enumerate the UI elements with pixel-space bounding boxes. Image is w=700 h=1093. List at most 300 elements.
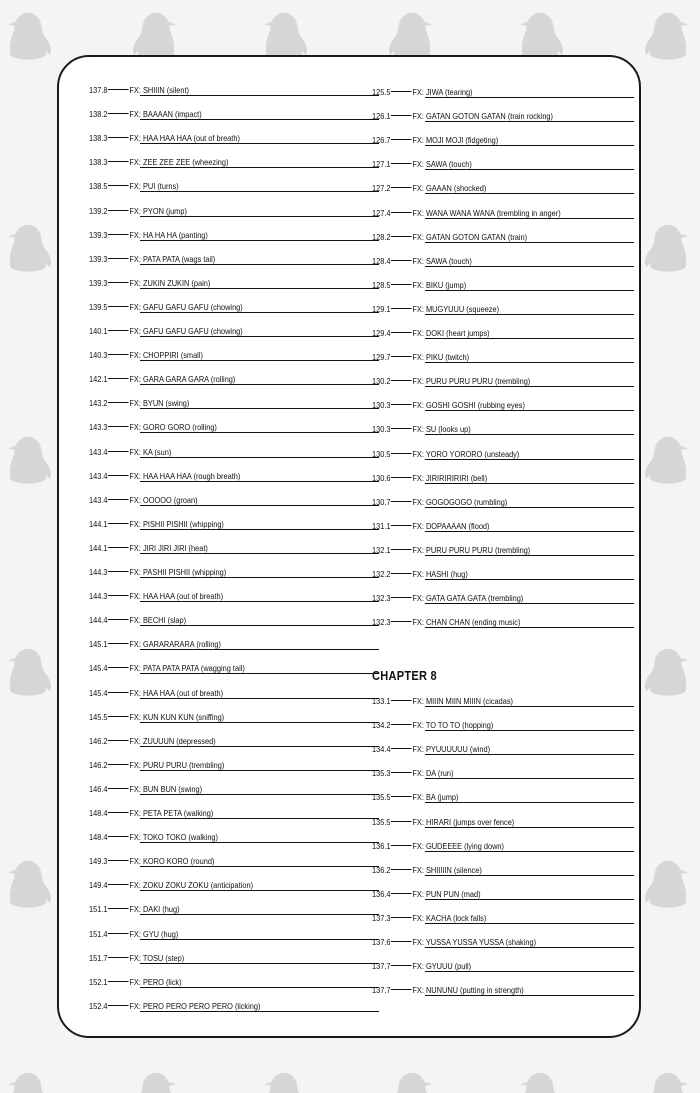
leader-line <box>108 860 129 861</box>
underline-rule <box>425 603 634 604</box>
fx-translation: FX: ZEE ZEE ZEE (wheezing) <box>129 157 229 168</box>
underline-rule <box>425 218 634 219</box>
underline-rule <box>140 457 379 458</box>
fx-translation: FX: GUDEEEE (lying down) <box>412 840 505 851</box>
fx-translation: FX: MUGYUUU (squeeze) <box>412 303 500 314</box>
leader-line <box>108 667 129 668</box>
page-number: 125.5 <box>372 87 391 97</box>
underline-rule <box>140 770 379 771</box>
underline-rule <box>425 507 634 508</box>
underline-rule <box>425 706 634 707</box>
penguin-icon <box>8 649 51 696</box>
underline-rule <box>425 459 634 460</box>
leader-line <box>391 139 412 140</box>
fx-translation: FX: HAA HAA HAA (out of breath) <box>129 133 240 144</box>
fx-translation: FX: GATAN GOTON GATAN (train) <box>412 231 528 242</box>
underline-rule <box>425 995 634 996</box>
underline-rule <box>425 947 634 948</box>
page-number: 130.7 <box>372 496 391 507</box>
fx-translation: FX: GAFU GAFU GAFU (chowing) <box>129 301 243 312</box>
page-number: 128.4 <box>372 255 391 266</box>
underline-rule <box>140 649 379 650</box>
leader-line <box>108 89 129 90</box>
leader-line <box>108 113 129 114</box>
page-number: 127.4 <box>372 207 391 218</box>
fx-translation: FX: GAFU GAFU GAFU (chowing) <box>129 326 243 336</box>
leader-line <box>391 380 412 381</box>
page-number: 143.3 <box>89 422 108 433</box>
page-number: 148.4 <box>89 832 108 843</box>
page-number: 127.1 <box>372 159 391 170</box>
page-number: 151.1 <box>89 904 108 915</box>
fx-translation: FX: PERO (lick) <box>129 976 182 987</box>
leader-line <box>391 989 412 990</box>
underline-rule <box>140 914 379 915</box>
page-number: 128.5 <box>372 279 391 290</box>
fx-translation: FX: PASHII PISHII (whipping) <box>129 567 227 577</box>
page-number: 136.1 <box>372 840 391 851</box>
page-number: 135.5 <box>372 792 391 803</box>
page-number: 132.1 <box>372 544 391 555</box>
leader-line <box>108 957 129 958</box>
page-number: 149.4 <box>89 880 108 891</box>
fx-translation: FX: BYUN (swing) <box>129 398 190 409</box>
page-number: 146.2 <box>89 735 108 746</box>
leader-line <box>391 236 412 237</box>
page-number: 140.3 <box>89 350 108 361</box>
fx-translation: FX: GAAAN (shocked) <box>412 183 487 194</box>
underline-rule <box>140 143 379 144</box>
page-number: 134.2 <box>372 720 391 731</box>
leader-line <box>391 212 412 213</box>
underline-rule <box>425 971 634 972</box>
underline-rule <box>425 778 634 779</box>
fx-translation: FX: HAA HAA HAA (rough breath) <box>129 470 241 481</box>
leader-line <box>108 933 129 934</box>
page-number: 128.2 <box>372 231 391 242</box>
fx-translation: FX: DOKI (heart jumps) <box>412 328 490 338</box>
fx-translation: FX: BECHI (slap) <box>129 615 187 626</box>
underline-rule <box>140 264 379 265</box>
leader-line <box>391 772 412 773</box>
page-number: 142.1 <box>89 374 108 385</box>
penguin-icon <box>645 649 688 696</box>
underline-rule <box>425 193 634 194</box>
underline-rule <box>140 625 379 626</box>
penguin-icon <box>645 225 688 272</box>
fx-translation: FX: HASHI (hug) <box>412 569 468 579</box>
underline-rule <box>425 531 634 532</box>
fx-translation: FX: KORO KORO (round) <box>129 856 215 867</box>
page-number: 148.4 <box>89 808 108 818</box>
page-number: 139.3 <box>89 253 108 264</box>
leader-line <box>108 523 129 524</box>
leader-line <box>108 836 129 837</box>
fx-translation: FX: PATA PATA PATA (wagging tail) <box>129 663 245 674</box>
fx-translation: FX: ZUUUUN (depressed) <box>129 735 216 746</box>
page-number: 132.3 <box>372 593 391 604</box>
underline-rule <box>140 698 379 699</box>
fx-translation: FX: MIIIN MIIN MIIIN (cicadas) <box>412 696 514 706</box>
leader-line <box>391 453 412 454</box>
leader-line <box>108 402 129 403</box>
page-number: 130.5 <box>372 448 391 459</box>
leader-line <box>391 115 412 116</box>
page-number: 133.1 <box>372 696 391 706</box>
fx-translation: FX: YORO YORORO (unsteady) <box>412 448 520 459</box>
leader-line <box>391 549 412 550</box>
underline-rule <box>425 290 634 291</box>
fx-translation: FX: PIKU (twitch) <box>412 352 470 363</box>
fx-translation: FX: DOPAAAAN (flood) <box>412 520 490 531</box>
penguin-icon <box>8 225 51 272</box>
underline-rule <box>425 169 634 170</box>
page-number: 149.3 <box>89 856 108 867</box>
underline-rule <box>140 505 379 506</box>
fx-translation: FX: GOGOGOGO (rumbling) <box>412 496 508 507</box>
underline-rule <box>425 145 634 146</box>
leader-line <box>108 1005 129 1006</box>
leader-line <box>391 356 412 357</box>
underline-rule <box>425 338 634 339</box>
underline-rule <box>425 579 634 580</box>
underline-rule <box>140 240 379 241</box>
fx-translation: FX: KA (sun) <box>129 446 172 457</box>
leader-line <box>108 282 129 283</box>
fx-translation: FX: WANA WANA WANA (trembling in anger) <box>412 207 561 218</box>
fx-translation: FX: GATAN GOTON GATAN (train rocking) <box>412 111 554 122</box>
leader-line <box>108 137 129 138</box>
underline-rule <box>140 746 379 747</box>
fx-translation: FX: PYUUUUUU (wind) <box>412 744 491 755</box>
page-number: 129.4 <box>372 328 391 338</box>
leader-line <box>391 724 412 725</box>
underline-rule <box>140 987 379 988</box>
page-number: 138.3 <box>89 157 108 168</box>
fx-translation: FX: PETA PETA (walking) <box>129 808 214 818</box>
leader-line <box>391 621 412 622</box>
fx-translation: FX: BIKU (jump) <box>412 279 467 290</box>
underline-rule <box>425 802 634 803</box>
page-number: 129.7 <box>372 352 391 363</box>
underline-rule <box>425 754 634 755</box>
fx-translation: FX: HAA HAA (out of breath) <box>129 591 224 602</box>
fx-translation: FX: SHIIIIIN (silence) <box>412 864 482 875</box>
underline-rule <box>140 939 379 940</box>
leader-line <box>391 821 412 822</box>
underline-rule <box>140 167 379 168</box>
fx-translation: FX: JIRIRIRIRIRI (bell) <box>412 472 488 483</box>
page-number: 139.3 <box>89 229 108 240</box>
fx-translation: FX: KUN KUN KUN (sniffing) <box>129 711 225 722</box>
page-number: 145.1 <box>89 639 108 650</box>
page-number: 138.5 <box>89 181 108 192</box>
page-number: 143.4 <box>89 470 108 481</box>
penguin-icon <box>8 13 51 60</box>
underline-rule <box>140 866 379 867</box>
fx-translation: FX: HA HA HA (panting) <box>129 229 208 240</box>
leader-line <box>391 284 412 285</box>
fx-translation: FX: OOOOO (groan) <box>129 494 198 505</box>
fx-translation: FX: PUI (turns) <box>129 181 179 192</box>
leader-line <box>108 908 129 909</box>
fx-translation: FX: CHAN CHAN (ending music) <box>412 617 521 628</box>
leader-line <box>391 845 412 846</box>
leader-line <box>108 185 129 186</box>
fx-translation: FX: DAKI (hug) <box>129 904 180 915</box>
fx-translation: FX: BA (jump) <box>412 792 459 803</box>
page-number: 130.6 <box>372 472 391 483</box>
leader-line <box>391 597 412 598</box>
penguin-icon <box>645 437 688 484</box>
underline-rule <box>140 673 379 674</box>
leader-line <box>108 258 129 259</box>
page-number: 152.4 <box>89 1000 108 1011</box>
leader-line <box>391 796 412 797</box>
fx-translation: FX: SU (looks up) <box>412 424 471 435</box>
fx-translation: FX: JIRI JIRI JIRI (heat) <box>129 542 208 553</box>
underline-rule <box>140 432 379 433</box>
underline-rule <box>140 553 379 554</box>
leader-line <box>108 643 129 644</box>
penguin-icon <box>264 13 307 60</box>
underline-rule <box>140 384 379 385</box>
page-number: 137.7 <box>372 985 391 996</box>
fx-translation: FX: DA (run) <box>412 768 454 779</box>
page-number: 129.1 <box>372 303 391 314</box>
penguin-icon <box>520 13 563 60</box>
leader-line <box>108 740 129 741</box>
underline-rule <box>140 95 379 96</box>
leader-line <box>391 260 412 261</box>
leader-line <box>108 210 129 211</box>
page-number: 140.1 <box>89 326 108 336</box>
underline-rule <box>140 529 379 530</box>
underline-rule <box>425 827 634 828</box>
page-number: 137.3 <box>372 912 391 923</box>
fx-translation: FX: SAWA (touch) <box>412 159 472 170</box>
underline-rule <box>425 386 634 387</box>
leader-line <box>391 573 412 574</box>
page-number: 132.2 <box>372 569 391 579</box>
fx-translation: FX: GOSHI GOSHI (rubbing eyes) <box>412 400 525 411</box>
underline-rule <box>425 121 634 122</box>
page-number: 146.2 <box>89 759 108 770</box>
leader-line <box>108 692 129 693</box>
page-number: 137.7 <box>372 961 391 972</box>
page-number: 126.7 <box>372 135 391 146</box>
fx-translation: FX: SAWA (touch) <box>412 255 472 266</box>
fx-translation: FX: MOJI MOJI (fidgeting) <box>412 135 499 146</box>
page-number: 130.3 <box>372 424 391 435</box>
fx-translation: FX: BUN BUN (swing) <box>129 783 203 794</box>
underline-rule <box>425 555 634 556</box>
underline-rule <box>140 890 379 891</box>
leader-line <box>108 619 129 620</box>
leader-line <box>391 428 412 429</box>
page-number: 130.2 <box>372 376 391 387</box>
chapter-heading: CHAPTER 8 <box>372 668 437 683</box>
fx-translation: FX: GORO GORO (rolling) <box>129 422 217 433</box>
leader-line <box>108 884 129 885</box>
underline-rule <box>425 97 634 98</box>
leader-line <box>108 306 129 307</box>
fx-translation: FX: PISHII PISHII (whipping) <box>129 518 224 529</box>
leader-line <box>108 812 129 813</box>
fx-translation: FX: ZUKIN ZUKIN (pain) <box>129 277 211 288</box>
page-number: 137.8 <box>89 85 108 95</box>
leader-line <box>108 354 129 355</box>
underline-rule <box>140 408 379 409</box>
penguin-icon <box>8 1073 51 1093</box>
leader-line <box>391 477 412 478</box>
leader-line <box>391 163 412 164</box>
underline-rule <box>425 627 634 628</box>
leader-line <box>391 501 412 502</box>
penguin-icon <box>645 13 688 60</box>
fx-translation: FX: PERO PERO PERO PERO (licking) <box>129 1000 261 1011</box>
underline-rule <box>140 216 379 217</box>
underline-rule <box>425 483 634 484</box>
underline-rule <box>140 601 379 602</box>
page-number: 132.3 <box>372 617 391 628</box>
fx-translation: FX: HIRARI (jumps over fence) <box>412 816 515 827</box>
page-number: 143.2 <box>89 398 108 409</box>
penguin-icon <box>389 1073 432 1093</box>
underline-rule <box>425 899 634 900</box>
leader-line <box>108 234 129 235</box>
page-number: 152.1 <box>89 976 108 987</box>
leader-line <box>108 475 129 476</box>
page-number: 135.3 <box>372 768 391 779</box>
page-number: 137.6 <box>372 937 391 947</box>
leader-line <box>108 378 129 379</box>
page-number: 145.4 <box>89 687 108 698</box>
fx-translation: FX: KACHA (lock falls) <box>412 912 487 923</box>
fx-translation: FX: GARARARARA (rolling) <box>129 639 222 650</box>
penguin-icon <box>520 1073 563 1093</box>
page-number: 144.3 <box>89 591 108 602</box>
leader-line <box>108 547 129 548</box>
fx-glossary-card <box>57 55 641 1038</box>
page-number: 144.4 <box>89 615 108 626</box>
fx-translation: FX: JIWA (tearing) <box>412 87 473 97</box>
underline-rule <box>425 851 634 852</box>
leader-line <box>108 716 129 717</box>
penguin-icon <box>133 1073 176 1093</box>
underline-rule <box>140 119 379 120</box>
page-number: 126.1 <box>372 111 391 122</box>
penguin-icon <box>8 437 51 484</box>
underline-rule <box>140 312 379 313</box>
page-number: 151.4 <box>89 928 108 939</box>
page-number: 139.3 <box>89 277 108 288</box>
page-number: 131.1 <box>372 520 391 531</box>
leader-line <box>391 893 412 894</box>
underline-rule <box>425 410 634 411</box>
underline-rule <box>140 794 379 795</box>
underline-rule <box>425 875 634 876</box>
penguin-icon <box>264 1073 307 1093</box>
page-number: 151.7 <box>89 952 108 963</box>
fx-translation: FX: TOSU (step) <box>129 952 185 963</box>
fx-translation: FX: GYUUU (pull) <box>412 961 472 972</box>
fx-translation: FX: NUNUNU (putting in strength) <box>412 985 524 996</box>
page-number: 138.2 <box>89 109 108 120</box>
page-number: 139.5 <box>89 301 108 312</box>
underline-rule <box>140 818 379 819</box>
leader-line <box>108 499 129 500</box>
underline-rule <box>425 434 634 435</box>
underline-rule <box>140 577 379 578</box>
leader-line <box>391 700 412 701</box>
leader-line <box>108 451 129 452</box>
page-number: 145.4 <box>89 663 108 674</box>
fx-translation: FX: GATA GATA GATA (trembling) <box>412 593 524 604</box>
leader-line <box>391 965 412 966</box>
leader-line <box>108 330 129 331</box>
underline-rule <box>140 288 379 289</box>
leader-line <box>108 764 129 765</box>
leader-line <box>108 426 129 427</box>
page-number: 143.4 <box>89 494 108 505</box>
page-number: 135.5 <box>372 816 391 827</box>
fx-translation: FX: PURU PURU PURU (trembling) <box>412 376 531 387</box>
penguin-icon <box>645 861 688 908</box>
fx-translation: FX: HAA HAA (out of breath) <box>129 687 224 698</box>
fx-translation: FX: PURU PURU (trembling) <box>129 759 225 770</box>
page-number: 146.4 <box>89 783 108 794</box>
underline-rule <box>140 336 379 337</box>
leader-line <box>391 91 412 92</box>
leader-line <box>391 748 412 749</box>
leader-line <box>108 981 129 982</box>
leader-line <box>391 332 412 333</box>
page-number: 139.2 <box>89 205 108 216</box>
page-number: 144.1 <box>89 518 108 529</box>
leader-line <box>391 917 412 918</box>
fx-translation: FX: GARA GARA GARA (rolling) <box>129 374 236 385</box>
underline-rule <box>425 730 634 731</box>
fx-translation: FX: SHIIIN (silent) <box>129 85 189 95</box>
leader-line <box>391 525 412 526</box>
fx-translation: FX: BAAAAN (impact) <box>129 109 202 120</box>
underline-rule <box>140 963 379 964</box>
page-number: 134.4 <box>372 744 391 755</box>
fx-translation: FX: PUN PUN (mad) <box>412 888 481 899</box>
fx-translation: FX: PURU PURU PURU (trembling) <box>412 544 531 555</box>
fx-translation: FX: GYU (hug) <box>129 928 179 939</box>
underline-rule <box>140 1011 379 1012</box>
penguin-icon <box>133 13 176 60</box>
leader-line <box>391 941 412 942</box>
leader-line <box>391 404 412 405</box>
underline-rule <box>140 360 379 361</box>
fx-translation: FX: TO TO TO (hopping) <box>412 720 494 731</box>
underline-rule <box>425 923 634 924</box>
underline-rule <box>140 191 379 192</box>
penguin-icon <box>645 1073 688 1093</box>
leader-line <box>391 187 412 188</box>
fx-translation: FX: PATA PATA (wags tail) <box>129 253 216 264</box>
leader-line <box>391 308 412 309</box>
underline-rule <box>425 266 634 267</box>
page-number: 136.4 <box>372 888 391 899</box>
leader-line <box>108 788 129 789</box>
leader-line <box>108 161 129 162</box>
fx-translation: FX: CHOPPIRI (small) <box>129 350 203 361</box>
penguin-icon <box>389 13 432 60</box>
